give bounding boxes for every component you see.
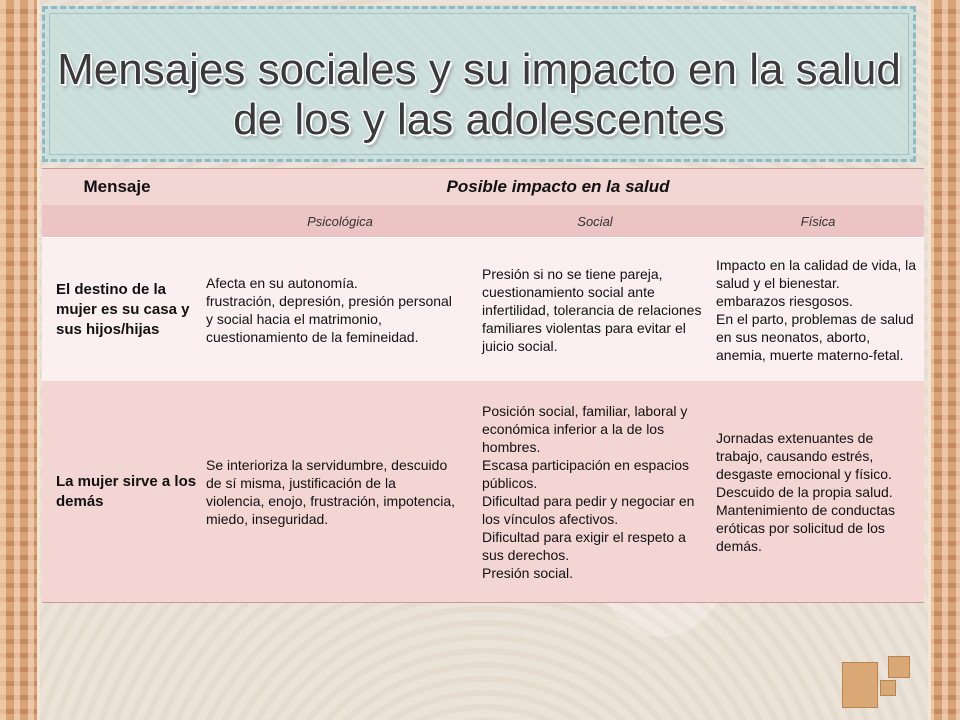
header-impact: Posible impacto en la salud xyxy=(446,177,670,196)
row-psychological: Afecta en su autonomía. frustración, depresión, presión personal y social hacia el matrimonio, cuestionamiento de la femineidad. xyxy=(206,274,452,345)
slide-title: Mensajes sociales y su impacto en la salud de los y las adolescentes xyxy=(57,45,901,144)
subheader-social: Social xyxy=(577,213,613,229)
table-header-row xyxy=(42,168,924,206)
row-physical: Jornadas extenuantes de trabajo, causando estrés, desgaste emocional y físico. Descuido de la propia salud. Mantenimiento de conductas eróticas por solicitud de los demás. xyxy=(716,429,895,554)
row-message: El destino de la mujer es su casa y sus hijos/hijas xyxy=(56,280,190,338)
title-panel xyxy=(42,6,916,162)
table-subheader-row xyxy=(42,205,924,237)
subheader-physical: Física xyxy=(800,213,836,229)
right-border-pattern xyxy=(928,0,960,720)
row-psychological: Se interioriza la servidumbre, descuido de sí misma, justificación de la violencia, enojo, frustración, impotencia, miedo, inseguridad. xyxy=(206,456,456,527)
row-physical: Impacto en la calidad de vida, la salud y el bienestar. embarazos riesgosos. En el parto, problemas de salud en sus neonatos, aborto, anemia, muerte materno-fetal. xyxy=(716,256,917,363)
decorative-block xyxy=(888,656,910,678)
decorative-block xyxy=(880,680,896,696)
row-social: Presión si no se tiene pareja, cuestionamiento social ante infertilidad, tolerancia de relaciones familiares violentas para evitar el juicio social. xyxy=(482,265,702,354)
header-message: Mensaje xyxy=(83,177,151,196)
row-message: La mujer sirve a los demás xyxy=(56,472,197,510)
row-social: Posición social, familiar, laboral y económica inferior a la de los hombres. Escasa participación en espacios públicos. Dificultad para pedir y negociar en los vínculos afectivos. Dificultad para exigir el respeto a sus derechos. Presión social. xyxy=(482,402,695,581)
left-border-pattern xyxy=(0,0,40,720)
decorative-block xyxy=(842,662,878,708)
subheader-psychological: Psicológica xyxy=(307,213,373,229)
table-row xyxy=(42,381,924,603)
table-row xyxy=(42,237,924,381)
